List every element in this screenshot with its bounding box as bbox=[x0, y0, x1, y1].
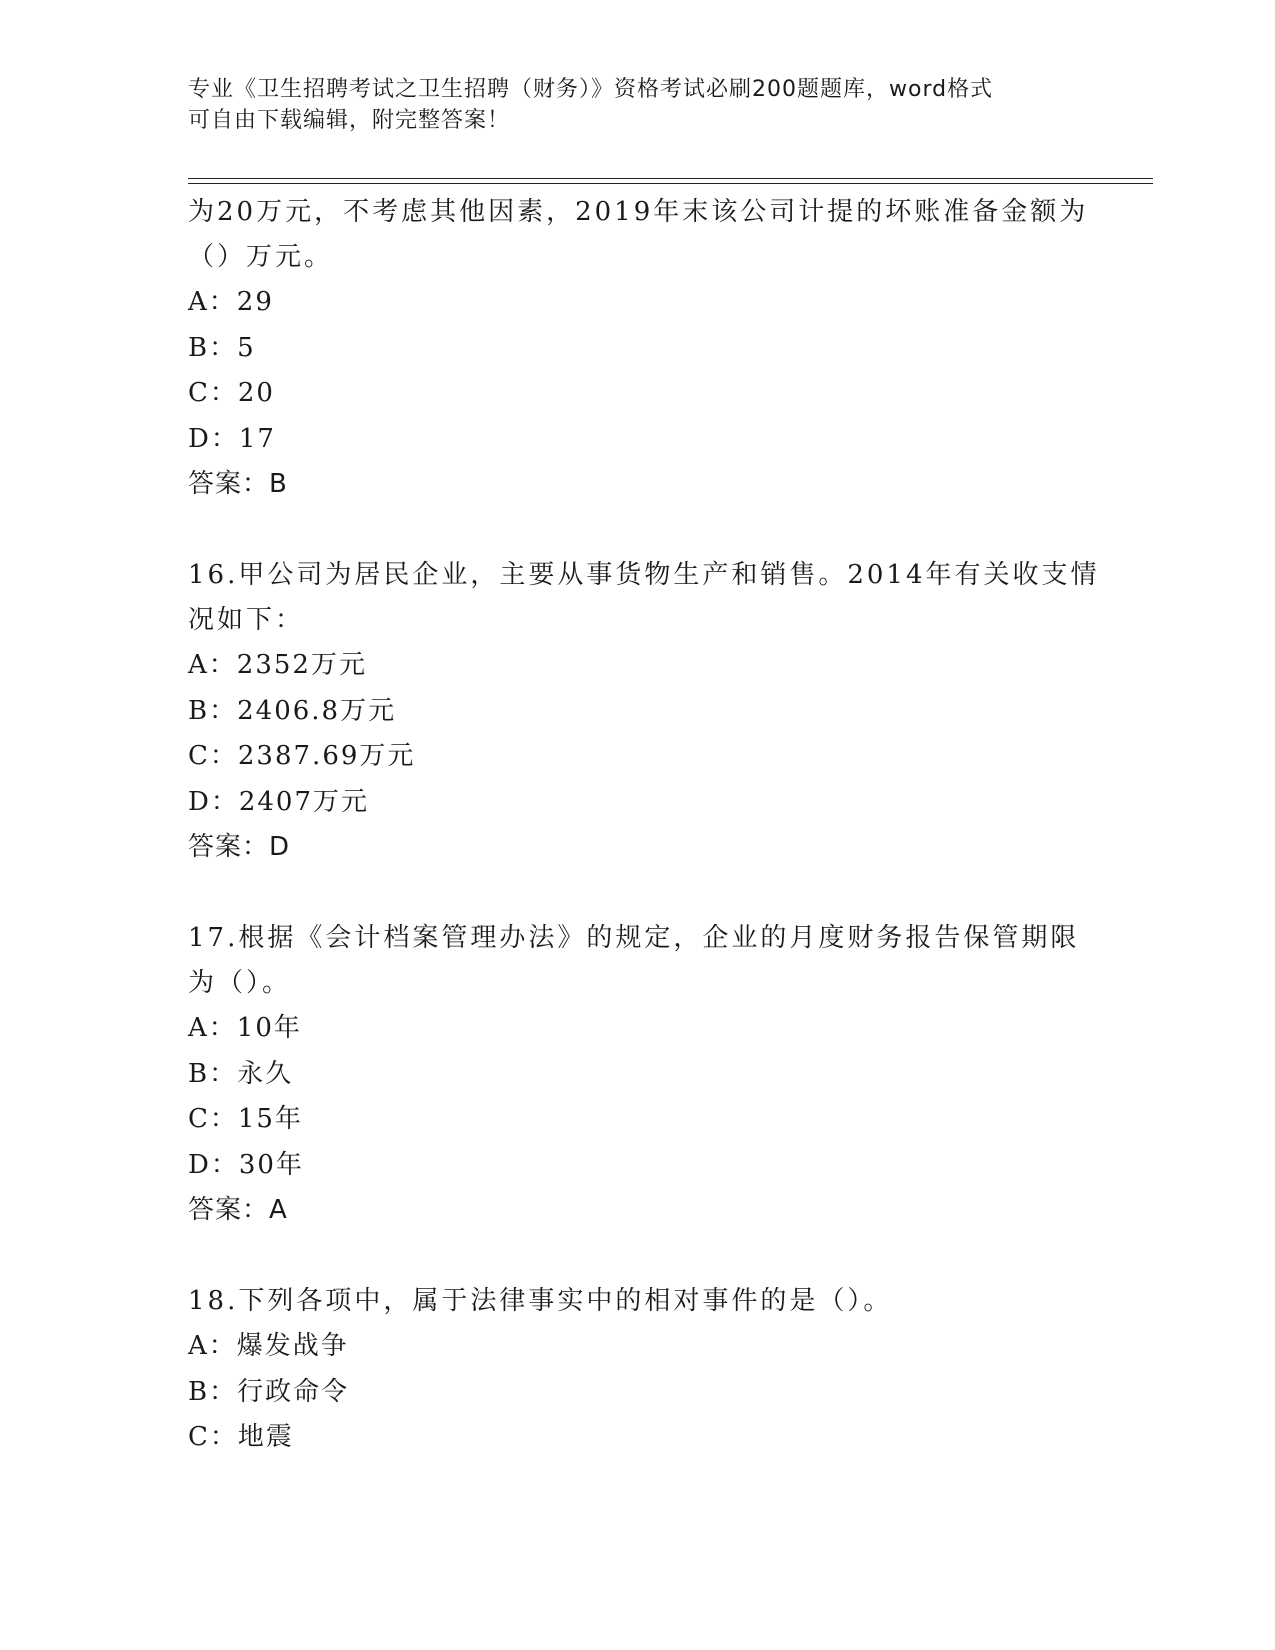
question-text-line: 况如下： bbox=[188, 605, 305, 635]
question-18 bbox=[188, 1279, 1088, 1461]
header-divider-top bbox=[188, 178, 1153, 179]
option-a: A：2352万元 bbox=[188, 650, 367, 680]
header-divider-bottom bbox=[188, 183, 1153, 184]
question-text-line: 17.根据《会计档案管理办法》的规定，企业的月度财务报告保管期限 bbox=[188, 923, 1080, 953]
question-text-line: 为20万元，不考虑其他因素，2019年末该公司计提的坏账准备金额为 bbox=[188, 197, 1089, 227]
question-text-line: （）万元。 bbox=[188, 242, 334, 272]
option-b: B：2406.8万元 bbox=[188, 695, 397, 726]
header-title-line-1: 专业《卫生招聘考试之卫生招聘（财务）》资格考试必刷200题题库，word格式 bbox=[188, 77, 994, 102]
option-c: C：20 bbox=[188, 378, 275, 408]
option-a: A：29 bbox=[188, 287, 274, 317]
option-b: B：行政命令 bbox=[188, 1376, 350, 1407]
option-b: B：5 bbox=[188, 332, 256, 363]
option-b: B：永久 bbox=[188, 1058, 294, 1089]
answer-label: 答案：A bbox=[188, 1195, 288, 1225]
option-a: A：10年 bbox=[188, 1013, 302, 1043]
question-text-line: 16.甲公司为居民企业，主要从事货物生产和销售。2014年有关收支情 bbox=[188, 560, 1100, 590]
question-15-continued bbox=[188, 190, 1088, 507]
option-d: D：30年 bbox=[188, 1149, 304, 1180]
question-text-line: 为（）。 bbox=[188, 968, 292, 998]
option-c: C：2387.69万元 bbox=[188, 741, 416, 771]
option-c: C：地震 bbox=[188, 1422, 294, 1452]
answer-label: 答案：D bbox=[188, 832, 291, 862]
option-d: D：17 bbox=[188, 423, 276, 454]
header-title-line-2: 可自由下载编辑，附完整答案！ bbox=[188, 108, 511, 133]
question-16 bbox=[188, 553, 1100, 870]
question-list bbox=[188, 190, 1100, 1461]
option-c: C：15年 bbox=[188, 1104, 303, 1134]
option-d: D：2407万元 bbox=[188, 786, 370, 817]
question-17 bbox=[188, 916, 1088, 1233]
answer-label: 答案：B bbox=[188, 469, 288, 499]
option-a: A：爆发战争 bbox=[188, 1331, 349, 1361]
question-text-line: 18.下列各项中，属于法律事实中的相对事件的是（）。 bbox=[188, 1286, 893, 1316]
document-header bbox=[188, 74, 1088, 136]
